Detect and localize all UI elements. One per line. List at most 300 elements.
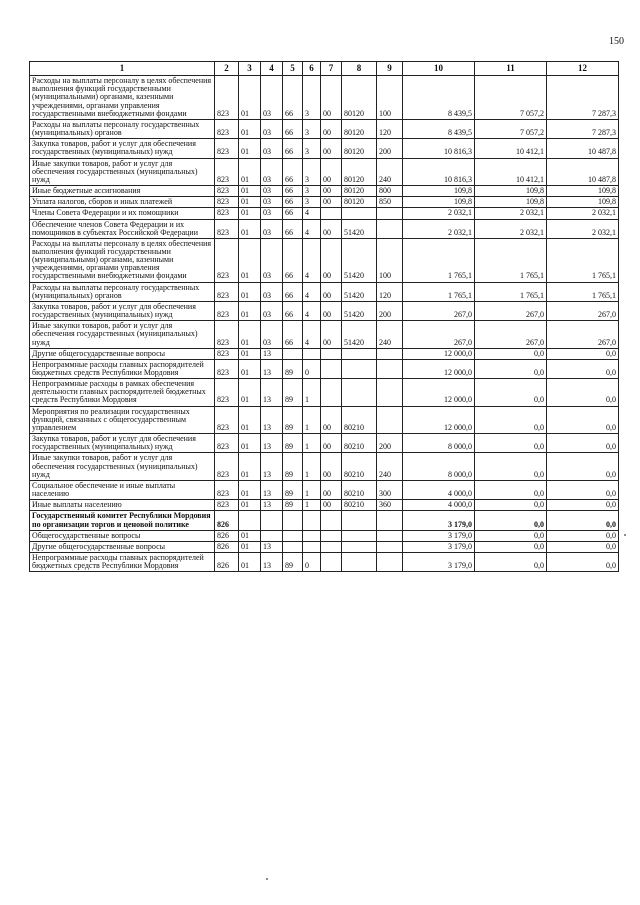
program-code: 66 [283,219,303,238]
subprogram-code: 4 [303,238,321,282]
expense-type-code [377,552,403,571]
expense-type-code [377,359,403,378]
subprogram-code: 1 [303,434,321,453]
subsection-code: 13 [261,406,283,433]
expense-code: 80210 [342,434,377,453]
subprogram-code: 4 [303,321,321,348]
table-row [30,238,619,282]
amount-year-1: 109,8 [403,186,475,197]
table-row [30,379,619,406]
line-item-name: Расходы на выплаты персоналу государственных (муниципальных) органов [30,282,215,301]
table-row [30,541,619,552]
expense-code: 80120 [342,186,377,197]
amount-year-3: 0,0 [547,348,619,359]
admin-code: 823 [215,219,239,238]
line-item-name: Государственный комитет Республики Мордовия по организации торгов и ценовой политике [30,511,215,530]
line-item-name: Непрограммные расходы главных распорядителей бюджетных средств Республики Мордовия [30,552,215,571]
expense-code: 80210 [342,406,377,433]
line-item-name: Иные закупки товаров, работ и услуг для обеспечения государственных (муниципальных) нужд [30,158,215,185]
program-code: 89 [283,406,303,433]
direction-code: 00 [321,500,342,511]
section-code [239,511,261,530]
amount-year-1: 1 765,1 [403,238,475,282]
direction-code: 00 [321,119,342,138]
amount-year-1: 4 000,0 [403,480,475,499]
program-code: 89 [283,359,303,378]
amount-year-1: 109,8 [403,197,475,208]
line-item-name: Иные закупки товаров, работ и услуг для обеспечения государственных (муниципальных) нужд [30,321,215,348]
line-item-name: Иные закупки товаров, работ и услуг для обеспечения государственных (муниципальных) нужд [30,453,215,480]
table-row [30,219,619,238]
column-header: 8 [342,62,377,76]
column-header: 2 [215,62,239,76]
direction-code [321,511,342,530]
amount-year-3: 0,0 [547,359,619,378]
subsection-code [261,530,283,541]
line-item-name: Уплата налогов, сборов и иных платежей [30,197,215,208]
amount-year-2: 109,8 [475,197,547,208]
amount-year-3: 267,0 [547,321,619,348]
expense-type-code: 800 [377,186,403,197]
table-row [30,406,619,433]
direction-code [321,541,342,552]
direction-code: 00 [321,76,342,120]
amount-year-2: 1 765,1 [475,282,547,301]
subsection-code: 03 [261,208,283,219]
expense-type-code: 120 [377,282,403,301]
program-code [283,541,303,552]
direction-code: 00 [321,453,342,480]
amount-year-3: 2 032,1 [547,219,619,238]
expense-type-code [377,511,403,530]
amount-year-1: 10 816,3 [403,139,475,158]
expense-code: 80120 [342,158,377,185]
table-row [30,76,619,120]
amount-year-1: 1 765,1 [403,282,475,301]
amount-year-1: 3 179,0 [403,530,475,541]
amount-year-2: 2 032,1 [475,208,547,219]
direction-code [321,530,342,541]
column-header: 9 [377,62,403,76]
column-header: 4 [261,62,283,76]
admin-code: 823 [215,186,239,197]
expense-type-code: 100 [377,238,403,282]
budget-table-sheet [29,61,618,572]
subprogram-code: 3 [303,119,321,138]
expense-type-code [377,541,403,552]
subsection-code: 03 [261,321,283,348]
amount-year-3: 0,0 [547,480,619,499]
expense-type-code [377,348,403,359]
table-row [30,301,619,320]
section-code: 01 [239,158,261,185]
program-code [283,530,303,541]
admin-code: 823 [215,500,239,511]
amount-year-3: 10 487,8 [547,158,619,185]
expense-code: 51420 [342,238,377,282]
expense-code [342,379,377,406]
amount-year-1: 2 032,1 [403,208,475,219]
expense-code: 51420 [342,301,377,320]
table-row [30,119,619,138]
header-row [30,62,619,76]
line-item-name: Закупка товаров, работ и услуг для обеспечения государственных (муниципальных) нужд [30,301,215,320]
amount-year-3: 0,0 [547,453,619,480]
section-code: 01 [239,348,261,359]
admin-code: 823 [215,406,239,433]
program-code: 66 [283,321,303,348]
direction-code: 00 [321,186,342,197]
expense-type-code: 240 [377,321,403,348]
program-code: 89 [283,480,303,499]
amount-year-1: 12 000,0 [403,359,475,378]
admin-code: 823 [215,238,239,282]
subsection-code: 03 [261,186,283,197]
subprogram-code: 1 [303,453,321,480]
amount-year-1: 12 000,0 [403,348,475,359]
amount-year-2: 10 412,1 [475,158,547,185]
table-row [30,434,619,453]
line-item-name: Социальное обеспечение и иные выплаты населению [30,480,215,499]
amount-year-2: 0,0 [475,359,547,378]
direction-code: 00 [321,282,342,301]
program-code: 66 [283,197,303,208]
amount-year-1: 3 179,0 [403,511,475,530]
table-row [30,453,619,480]
amount-year-2: 0,0 [475,348,547,359]
admin-code: 823 [215,76,239,120]
line-item-name: Члены Совета Федерации и их помощники [30,208,215,219]
amount-year-3: 109,8 [547,197,619,208]
section-code: 01 [239,219,261,238]
line-item-name: Иные выплаты населению [30,500,215,511]
line-item-name: Непрограммные расходы главных распорядителей бюджетных средств Республики Мордовия [30,359,215,378]
admin-code: 823 [215,208,239,219]
expense-code: 51420 [342,321,377,348]
subsection-code: 13 [261,552,283,571]
subsection-code: 03 [261,139,283,158]
table-row [30,552,619,571]
subsection-code: 03 [261,119,283,138]
program-code [283,511,303,530]
section-code: 01 [239,379,261,406]
subprogram-code: 1 [303,379,321,406]
program-code: 66 [283,208,303,219]
line-item-name: Расходы на выплаты персоналу в целях обеспечения выполнения функций государственными (муниципальными) органами, казенными учреждениями, органами управления государственными внебюджетными фондами [30,76,215,120]
subprogram-code: 3 [303,186,321,197]
direction-code [321,379,342,406]
amount-year-3: 0,0 [547,541,619,552]
amount-year-1: 12 000,0 [403,379,475,406]
subsection-code: 03 [261,76,283,120]
amount-year-1: 4 000,0 [403,500,475,511]
section-code: 01 [239,552,261,571]
subsection-code: 13 [261,480,283,499]
expense-code [342,348,377,359]
expense-code [342,208,377,219]
expense-code [342,359,377,378]
program-code: 66 [283,301,303,320]
subsection-code: 13 [261,541,283,552]
amount-year-3: 0,0 [547,552,619,571]
section-code: 01 [239,197,261,208]
expense-code [342,541,377,552]
page-number: 150 [609,36,624,47]
direction-code [321,348,342,359]
column-header: 7 [321,62,342,76]
subsection-code: 13 [261,434,283,453]
amount-year-1: 10 816,3 [403,158,475,185]
column-header: 12 [547,62,619,76]
admin-code: 823 [215,158,239,185]
direction-code [321,552,342,571]
direction-code: 00 [321,158,342,185]
section-code: 01 [239,359,261,378]
subprogram-code: 4 [303,301,321,320]
line-item-name: Закупка товаров, работ и услуг для обеспечения государственных (муниципальных) нужд [30,434,215,453]
line-item-name: Другие общегосударственные вопросы [30,541,215,552]
section-code: 01 [239,139,261,158]
amount-year-3: 267,0 [547,301,619,320]
section-code: 01 [239,76,261,120]
subsection-code: 03 [261,197,283,208]
program-code: 66 [283,238,303,282]
admin-code: 826 [215,541,239,552]
expense-type-code: 850 [377,197,403,208]
subprogram-code: 3 [303,158,321,185]
amount-year-2: 0,0 [475,406,547,433]
direction-code: 00 [321,301,342,320]
line-item-name: Другие общегосударственные вопросы [30,348,215,359]
amount-year-2: 0,0 [475,379,547,406]
section-code: 01 [239,434,261,453]
amount-year-3: 7 287,3 [547,119,619,138]
program-code: 66 [283,139,303,158]
table-row [30,197,619,208]
amount-year-2: 1 765,1 [475,238,547,282]
amount-year-3: 109,8 [547,186,619,197]
subprogram-code: 3 [303,76,321,120]
column-header: 3 [239,62,261,76]
expense-type-code: 300 [377,480,403,499]
amount-year-3: 1 765,1 [547,238,619,282]
subsection-code: 13 [261,348,283,359]
amount-year-2: 0,0 [475,480,547,499]
amount-year-2: 0,0 [475,541,547,552]
amount-year-2: 0,0 [475,552,547,571]
table-body [30,76,619,572]
expense-code: 80210 [342,453,377,480]
admin-code: 823 [215,348,239,359]
amount-year-3: 1 765,1 [547,282,619,301]
amount-year-2: 10 412,1 [475,139,547,158]
line-item-name: Общегосударственные вопросы [30,530,215,541]
table-row [30,139,619,158]
program-code: 66 [283,186,303,197]
subsection-code: 03 [261,238,283,282]
expense-type-code [377,208,403,219]
subsection-code: 13 [261,453,283,480]
program-code: 89 [283,552,303,571]
section-code: 01 [239,301,261,320]
amount-year-3: 0,0 [547,530,619,541]
program-code: 89 [283,434,303,453]
amount-year-3: 10 487,8 [547,139,619,158]
expense-type-code: 100 [377,76,403,120]
line-item-name: Иные бюджетные ассигнования [30,186,215,197]
admin-code: 826 [215,552,239,571]
line-item-name: Мероприятия по реализации государственных функций, связанных с общегосударственным управлением [30,406,215,433]
amount-year-1: 267,0 [403,321,475,348]
expense-code: 80210 [342,480,377,499]
amount-year-1: 3 179,0 [403,552,475,571]
section-code: 01 [239,119,261,138]
subprogram-code: 1 [303,480,321,499]
subprogram-code: 0 [303,552,321,571]
admin-code: 823 [215,139,239,158]
subprogram-code [303,541,321,552]
program-code: 66 [283,158,303,185]
subprogram-code: 3 [303,139,321,158]
expense-type-code: 120 [377,119,403,138]
amount-year-1: 8 000,0 [403,453,475,480]
program-code: 66 [283,119,303,138]
expense-code: 51420 [342,219,377,238]
direction-code: 00 [321,480,342,499]
line-item-name: Обеспечение членов Совета Федерации и их помощников в субъектах Российской Федерации [30,219,215,238]
subsection-code: 13 [261,379,283,406]
expense-code: 80120 [342,197,377,208]
direction-code: 00 [321,219,342,238]
subprogram-code [303,348,321,359]
amount-year-1: 3 179,0 [403,541,475,552]
section-code: 01 [239,406,261,433]
direction-code: 00 [321,139,342,158]
expense-code: 80120 [342,119,377,138]
table-row [30,321,619,348]
section-code: 01 [239,186,261,197]
expense-code: 80210 [342,500,377,511]
table-row [30,359,619,378]
direction-code: 00 [321,238,342,282]
section-code: 01 [239,282,261,301]
column-header: 1 [30,62,215,76]
program-code: 89 [283,379,303,406]
expense-type-code: 200 [377,434,403,453]
column-header: 11 [475,62,547,76]
subprogram-code: 4 [303,282,321,301]
amount-year-3: 0,0 [547,500,619,511]
amount-year-2: 0,0 [475,453,547,480]
amount-year-2: 267,0 [475,301,547,320]
amount-year-1: 2 032,1 [403,219,475,238]
scan-speck [624,534,626,536]
table-row [30,511,619,530]
subprogram-code: 0 [303,359,321,378]
amount-year-3: 7 287,3 [547,76,619,120]
amount-year-3: 0,0 [547,511,619,530]
admin-code: 823 [215,359,239,378]
expense-code [342,511,377,530]
section-code: 01 [239,453,261,480]
subsection-code: 03 [261,282,283,301]
expense-type-code: 200 [377,301,403,320]
column-header: 5 [283,62,303,76]
subprogram-code: 1 [303,500,321,511]
amount-year-3: 0,0 [547,406,619,433]
admin-code: 826 [215,530,239,541]
admin-code: 823 [215,480,239,499]
admin-code: 826 [215,511,239,530]
program-code: 66 [283,282,303,301]
subsection-code: 03 [261,301,283,320]
section-code: 01 [239,321,261,348]
column-header: 10 [403,62,475,76]
amount-year-2: 7 057,2 [475,76,547,120]
expense-type-code: 360 [377,500,403,511]
admin-code: 823 [215,197,239,208]
expense-type-code [377,530,403,541]
expense-type-code: 240 [377,158,403,185]
line-item-name: Расходы на выплаты персоналу государственных (муниципальных) органов [30,119,215,138]
scan-speck [266,878,268,880]
amount-year-2: 267,0 [475,321,547,348]
subsection-code: 03 [261,219,283,238]
line-item-name: Расходы на выплаты персоналу в целях обеспечения выполнения функций государственными (муниципальными) органами, казенными учреждениями, органами управления государственными внебюджетными фондами [30,238,215,282]
subprogram-code [303,511,321,530]
expense-type-code [377,379,403,406]
subsection-code: 13 [261,500,283,511]
expense-code: 80120 [342,76,377,120]
amount-year-1: 8 439,5 [403,119,475,138]
direction-code [321,208,342,219]
amount-year-2: 0,0 [475,500,547,511]
amount-year-2: 109,8 [475,186,547,197]
direction-code: 00 [321,197,342,208]
table-row [30,530,619,541]
admin-code: 823 [215,282,239,301]
expense-type-code: 240 [377,453,403,480]
amount-year-3: 0,0 [547,434,619,453]
amount-year-2: 0,0 [475,511,547,530]
admin-code: 823 [215,379,239,406]
line-item-name: Закупка товаров, работ и услуг для обеспечения государственных (муниципальных) нужд [30,139,215,158]
subprogram-code [303,530,321,541]
admin-code: 823 [215,301,239,320]
table-row [30,500,619,511]
expense-type-code: 200 [377,139,403,158]
admin-code: 823 [215,434,239,453]
subsection-code: 13 [261,359,283,378]
amount-year-3: 2 032,1 [547,208,619,219]
admin-code: 823 [215,119,239,138]
amount-year-2: 2 032,1 [475,219,547,238]
admin-code: 823 [215,321,239,348]
table-row [30,282,619,301]
section-code: 01 [239,500,261,511]
section-code: 01 [239,208,261,219]
admin-code: 823 [215,453,239,480]
subsection-code [261,511,283,530]
program-code: 89 [283,453,303,480]
expense-code [342,552,377,571]
amount-year-3: 0,0 [547,379,619,406]
program-code [283,348,303,359]
subsection-code: 03 [261,158,283,185]
subprogram-code: 1 [303,406,321,433]
amount-year-1: 267,0 [403,301,475,320]
section-code: 01 [239,480,261,499]
